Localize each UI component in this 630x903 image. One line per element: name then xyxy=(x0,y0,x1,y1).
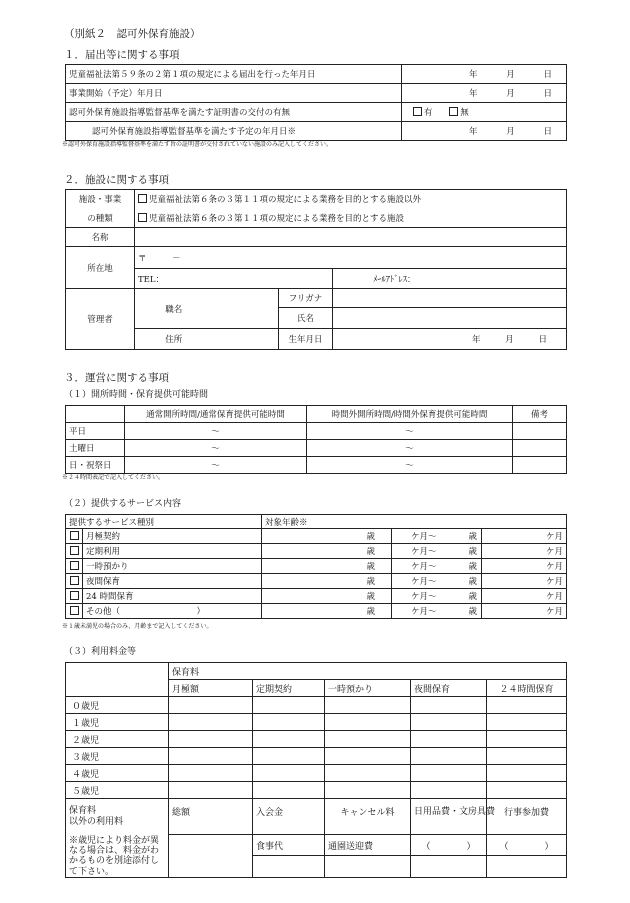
furigana-field[interactable] xyxy=(333,289,567,308)
fee-cell[interactable] xyxy=(253,782,325,799)
fees-group-label: 保育料 xyxy=(169,663,567,680)
age-from-months[interactable]: ケ月～ xyxy=(392,559,440,574)
fee-cell[interactable] xyxy=(487,765,567,782)
fee-cell[interactable] xyxy=(253,748,325,765)
checkbox-icon xyxy=(70,606,79,615)
custom-fee-1[interactable]: （ ） xyxy=(411,835,487,856)
meal-fee-field[interactable] xyxy=(253,856,325,877)
hours-remarks-field[interactable] xyxy=(513,440,567,457)
age-from-years[interactable]: 歳 xyxy=(262,529,392,544)
service-checkbox[interactable] xyxy=(66,604,83,619)
cancel-fee-label: キャンセル料 xyxy=(325,799,411,825)
age-to-months[interactable]: ケ月 xyxy=(482,574,567,589)
table-row xyxy=(66,247,567,269)
custom-fee-2-field[interactable] xyxy=(487,856,567,877)
hours-normal-field[interactable]: ～ xyxy=(125,440,307,457)
age-to-months[interactable]: ケ月 xyxy=(482,529,567,544)
checkbox-icon xyxy=(138,213,147,222)
table-row xyxy=(66,529,567,544)
age-label: ５歳児 xyxy=(66,782,169,799)
fee-cell[interactable] xyxy=(487,782,567,799)
hours-table xyxy=(65,405,567,474)
custom-fee-1-field[interactable] xyxy=(411,856,487,877)
age-from-years[interactable]: 歳 xyxy=(262,589,392,604)
name-field[interactable] xyxy=(135,228,567,247)
commute-fee-label: 通園送迎費 xyxy=(325,835,411,856)
service-checkbox[interactable] xyxy=(66,544,83,559)
fee-col-temporary: 一時預かり xyxy=(325,680,411,697)
start-date-label: 事業開始（予定）年月日 xyxy=(66,84,402,103)
fee-cell[interactable] xyxy=(169,697,253,714)
age-to-months[interactable]: ケ月 xyxy=(482,604,567,619)
notified-date-field[interactable]: 年 月 日 xyxy=(402,65,567,84)
service-name: 夜間保育 xyxy=(83,574,262,589)
service-checkbox[interactable] xyxy=(66,574,83,589)
checkbox-icon xyxy=(70,531,79,540)
age-from-years[interactable]: 歳 xyxy=(262,574,392,589)
table-row xyxy=(66,782,567,799)
service-name: 月極契約 xyxy=(83,529,262,544)
table-row xyxy=(66,589,567,604)
fee-cell[interactable] xyxy=(411,782,487,799)
notified-date-label: 児童福祉法第５９条の２第１項の規定による届出を行った年月日 xyxy=(66,65,402,84)
checkbox-icon xyxy=(70,591,79,600)
entry-fee-label: 入会金 xyxy=(253,799,325,825)
name-label: 名称 xyxy=(66,228,135,247)
kind-option-2[interactable]: 児童福祉法第６条の３第１１項の規定による業務を目的とする施設 xyxy=(135,209,567,228)
hours-extra-field[interactable]: ～ xyxy=(307,423,513,440)
table-row xyxy=(66,329,567,350)
services-subheading: （２）提供するサービス内容 xyxy=(64,499,182,509)
custom-fee-2[interactable]: （ ） xyxy=(487,835,567,856)
doc-title: （別紙２ 認可外保育施設） xyxy=(64,28,201,40)
fee-col-monthly: 月極額 xyxy=(169,680,253,697)
age-to-years[interactable]: 歳 xyxy=(440,589,482,604)
age-label: １歳児 xyxy=(66,714,169,731)
sec1-note: ※認可外保育施設指導監督基準を満たす旨の証明書が交付されていない施設のみ記入してください。 xyxy=(62,141,333,148)
fee-cell[interactable] xyxy=(253,697,325,714)
age-from-months[interactable]: ケ月～ xyxy=(392,604,440,619)
table-row xyxy=(66,65,567,84)
checkbox-icon xyxy=(70,561,79,570)
table-row xyxy=(66,122,567,141)
fee-cell[interactable] xyxy=(169,765,253,782)
table-row xyxy=(66,604,567,619)
table-row xyxy=(66,84,567,103)
table-row xyxy=(66,289,567,308)
manager-label: 管理者 xyxy=(66,289,135,350)
sec2-table xyxy=(65,189,567,350)
fee-cell[interactable] xyxy=(169,714,253,731)
planned-date-label: 認可外保育施設指導監督基準を満たす予定の年月日※ xyxy=(66,122,402,141)
hours-col-remarks: 備考 xyxy=(513,406,567,423)
event-fee-field[interactable] xyxy=(487,825,567,835)
services-table xyxy=(65,514,567,619)
age-to-years[interactable]: 歳 xyxy=(440,529,482,544)
table-row xyxy=(66,559,567,574)
email-field[interactable]: ﾒｰﾙｱﾄﾞﾚｽ： xyxy=(333,269,567,289)
certificate-no-option[interactable]: 無 xyxy=(449,108,469,118)
target-age-col: 対象年齢※ xyxy=(262,515,567,529)
table-row xyxy=(66,574,567,589)
table-row xyxy=(66,190,567,209)
service-checkbox[interactable] xyxy=(66,559,83,574)
fees-subheading: （３）利用料金等 xyxy=(64,647,137,657)
checkbox-icon xyxy=(449,107,458,116)
fee-cell[interactable] xyxy=(411,765,487,782)
fee-cell[interactable] xyxy=(487,748,567,765)
table-row xyxy=(66,228,567,247)
table-row xyxy=(66,515,567,529)
other-fees-note: ※歳児により料金が異なる場合は、料金がわかるものを別途添付して下さい。 xyxy=(66,835,169,878)
table-row xyxy=(66,544,567,559)
table-row xyxy=(66,457,567,474)
fee-cell[interactable] xyxy=(487,731,567,748)
age-to-years[interactable]: 歳 xyxy=(440,604,482,619)
services-note: ※１歳未満児の場合のみ、月齢まで記入してください。 xyxy=(62,623,213,630)
postal-field[interactable]: 〒 － xyxy=(135,247,567,269)
kind-option-1[interactable]: 児童福祉法第６条の３第１１項の規定による業務を目的とする施設以外 xyxy=(135,190,567,209)
certificate-yes-option[interactable]: 有 xyxy=(413,108,433,118)
supplies-fee-field[interactable] xyxy=(411,825,487,835)
hours-normal-field[interactable]: ～ xyxy=(125,457,307,474)
age-from-months[interactable]: ケ月～ xyxy=(392,574,440,589)
supplies-fee-label: 日用品費・文房具費 xyxy=(411,799,487,825)
fee-cell[interactable] xyxy=(325,714,411,731)
hours-day: 平日 xyxy=(66,423,125,440)
hours-remarks-field[interactable] xyxy=(513,423,567,440)
job-field[interactable] xyxy=(213,289,279,329)
checkbox-icon xyxy=(70,576,79,585)
planned-date-field[interactable]: 年 月 日 xyxy=(402,122,567,141)
table-row xyxy=(66,748,567,765)
facility-kind-label: 施設・事業 xyxy=(66,190,135,209)
hours-subheading: （１）開所時間・保育提供可能時間 xyxy=(64,390,209,400)
hours-col-extra: 時間外開所時間/時間外保育提供可能時間 xyxy=(307,406,513,423)
facility-kind-label-2: の種類 xyxy=(66,209,135,228)
total-fee-field[interactable] xyxy=(169,835,253,878)
age-to-months[interactable]: ケ月 xyxy=(482,559,567,574)
other-fees-label: 保育料 以外の利用料 xyxy=(66,799,169,835)
table-row xyxy=(66,103,567,122)
service-name: 24 時間保育 xyxy=(83,589,262,604)
birth-date-field[interactable]: 年 月 日 xyxy=(333,329,567,350)
hours-remarks-field[interactable] xyxy=(513,457,567,474)
table-row xyxy=(66,423,567,440)
table-row xyxy=(66,209,567,228)
residence-label: 住所 xyxy=(135,329,213,350)
table-row xyxy=(66,269,567,289)
service-name: 定期利用 xyxy=(83,544,262,559)
sec1-table xyxy=(65,64,567,141)
service-name: 一時預かり xyxy=(83,559,262,574)
fee-cell[interactable] xyxy=(487,714,567,731)
age-label: ３歳児 xyxy=(66,748,169,765)
fees-table xyxy=(65,662,567,878)
age-label: ４歳児 xyxy=(66,765,169,782)
age-from-years[interactable]: 歳 xyxy=(262,604,392,619)
fee-cell[interactable] xyxy=(325,765,411,782)
service-checkbox[interactable] xyxy=(66,589,83,604)
fee-col-night: 夜間保育 xyxy=(411,680,487,697)
age-label: ２歳児 xyxy=(66,731,169,748)
address-label: 所在地 xyxy=(66,247,135,289)
cancel-fee-field[interactable] xyxy=(325,825,411,835)
total-fee-label: 総額 xyxy=(169,799,253,835)
table-row xyxy=(66,765,567,782)
fee-cell[interactable] xyxy=(411,748,487,765)
sec1-heading: １．届出等に関する事項 xyxy=(64,49,180,61)
age-to-months[interactable]: ケ月 xyxy=(482,544,567,559)
fee-cell[interactable] xyxy=(411,731,487,748)
fee-cell[interactable] xyxy=(169,782,253,799)
table-row xyxy=(66,835,567,856)
fee-cell[interactable] xyxy=(325,782,411,799)
fee-cell[interactable] xyxy=(253,731,325,748)
service-checkbox[interactable] xyxy=(66,529,83,544)
age-to-years[interactable]: 歳 xyxy=(440,544,482,559)
fullname-label: 氏名 xyxy=(279,308,333,329)
fee-cell[interactable] xyxy=(253,765,325,782)
certificate-label: 認可外保育施設指導監督基準を満たす証明書の交付の有無 xyxy=(66,103,402,122)
hours-col-normal: 通常開所時間/通常保育提供可能時間 xyxy=(125,406,307,423)
age-from-years[interactable]: 歳 xyxy=(262,544,392,559)
commute-fee-field[interactable] xyxy=(325,856,411,877)
meal-fee-label: 食事代 xyxy=(253,835,325,856)
certificate-field xyxy=(402,103,567,122)
furigana-label: フリガナ xyxy=(279,289,333,308)
hours-extra-field[interactable]: ～ xyxy=(307,457,513,474)
fee-cell[interactable] xyxy=(487,697,567,714)
age-from-months[interactable]: ケ月～ xyxy=(392,544,440,559)
fee-cell[interactable] xyxy=(411,714,487,731)
hours-day: 土曜日 xyxy=(66,440,125,457)
table-row xyxy=(66,697,567,714)
table-row xyxy=(66,440,567,457)
fee-cell[interactable] xyxy=(411,697,487,714)
start-date-field[interactable]: 年 月 日 xyxy=(402,84,567,103)
fee-cell[interactable] xyxy=(169,731,253,748)
fee-cell[interactable] xyxy=(325,697,411,714)
fee-col-24h: ２４時間保育 xyxy=(487,680,567,697)
age-to-years[interactable]: 歳 xyxy=(440,574,482,589)
table-row xyxy=(66,731,567,748)
birth-label: 生年月日 xyxy=(279,329,333,350)
fee-cell[interactable] xyxy=(325,731,411,748)
fee-col-regular: 定期契約 xyxy=(253,680,325,697)
age-from-months[interactable]: ケ月～ xyxy=(392,529,440,544)
hours-normal-field[interactable]: ～ xyxy=(125,423,307,440)
table-row xyxy=(66,714,567,731)
hours-note: ※２４時間表記で記入してください。 xyxy=(62,474,165,481)
job-label: 職名 xyxy=(135,289,213,329)
entry-fee-field[interactable] xyxy=(253,825,325,835)
checkbox-icon xyxy=(138,194,147,203)
residence-field[interactable] xyxy=(213,329,279,350)
event-fee-label: 行事参加費 xyxy=(487,799,567,825)
age-to-months[interactable]: ケ月 xyxy=(482,589,567,604)
fee-cell[interactable] xyxy=(325,748,411,765)
service-type-col: 提供するサービス種別 xyxy=(66,515,262,529)
table-row xyxy=(66,406,567,423)
table-row xyxy=(66,799,567,825)
fee-cell[interactable] xyxy=(253,714,325,731)
table-row xyxy=(66,663,567,680)
checkbox-icon xyxy=(413,107,422,116)
sec3-heading: ３．運営に関する事項 xyxy=(64,372,169,384)
hours-extra-field[interactable]: ～ xyxy=(307,440,513,457)
fee-cell[interactable] xyxy=(169,748,253,765)
age-from-years[interactable]: 歳 xyxy=(262,559,392,574)
age-label: ０歳児 xyxy=(66,697,169,714)
age-from-months[interactable]: ケ月～ xyxy=(392,589,440,604)
fullname-field[interactable] xyxy=(333,308,567,329)
sec2-heading: ２．施設に関する事項 xyxy=(64,174,169,186)
checkbox-icon xyxy=(70,546,79,555)
hours-day: 日・祝祭日 xyxy=(66,457,125,474)
age-to-years[interactable]: 歳 xyxy=(440,559,482,574)
tel-field[interactable]: TEL： xyxy=(135,269,333,289)
service-name: その他（ ） xyxy=(83,604,262,619)
